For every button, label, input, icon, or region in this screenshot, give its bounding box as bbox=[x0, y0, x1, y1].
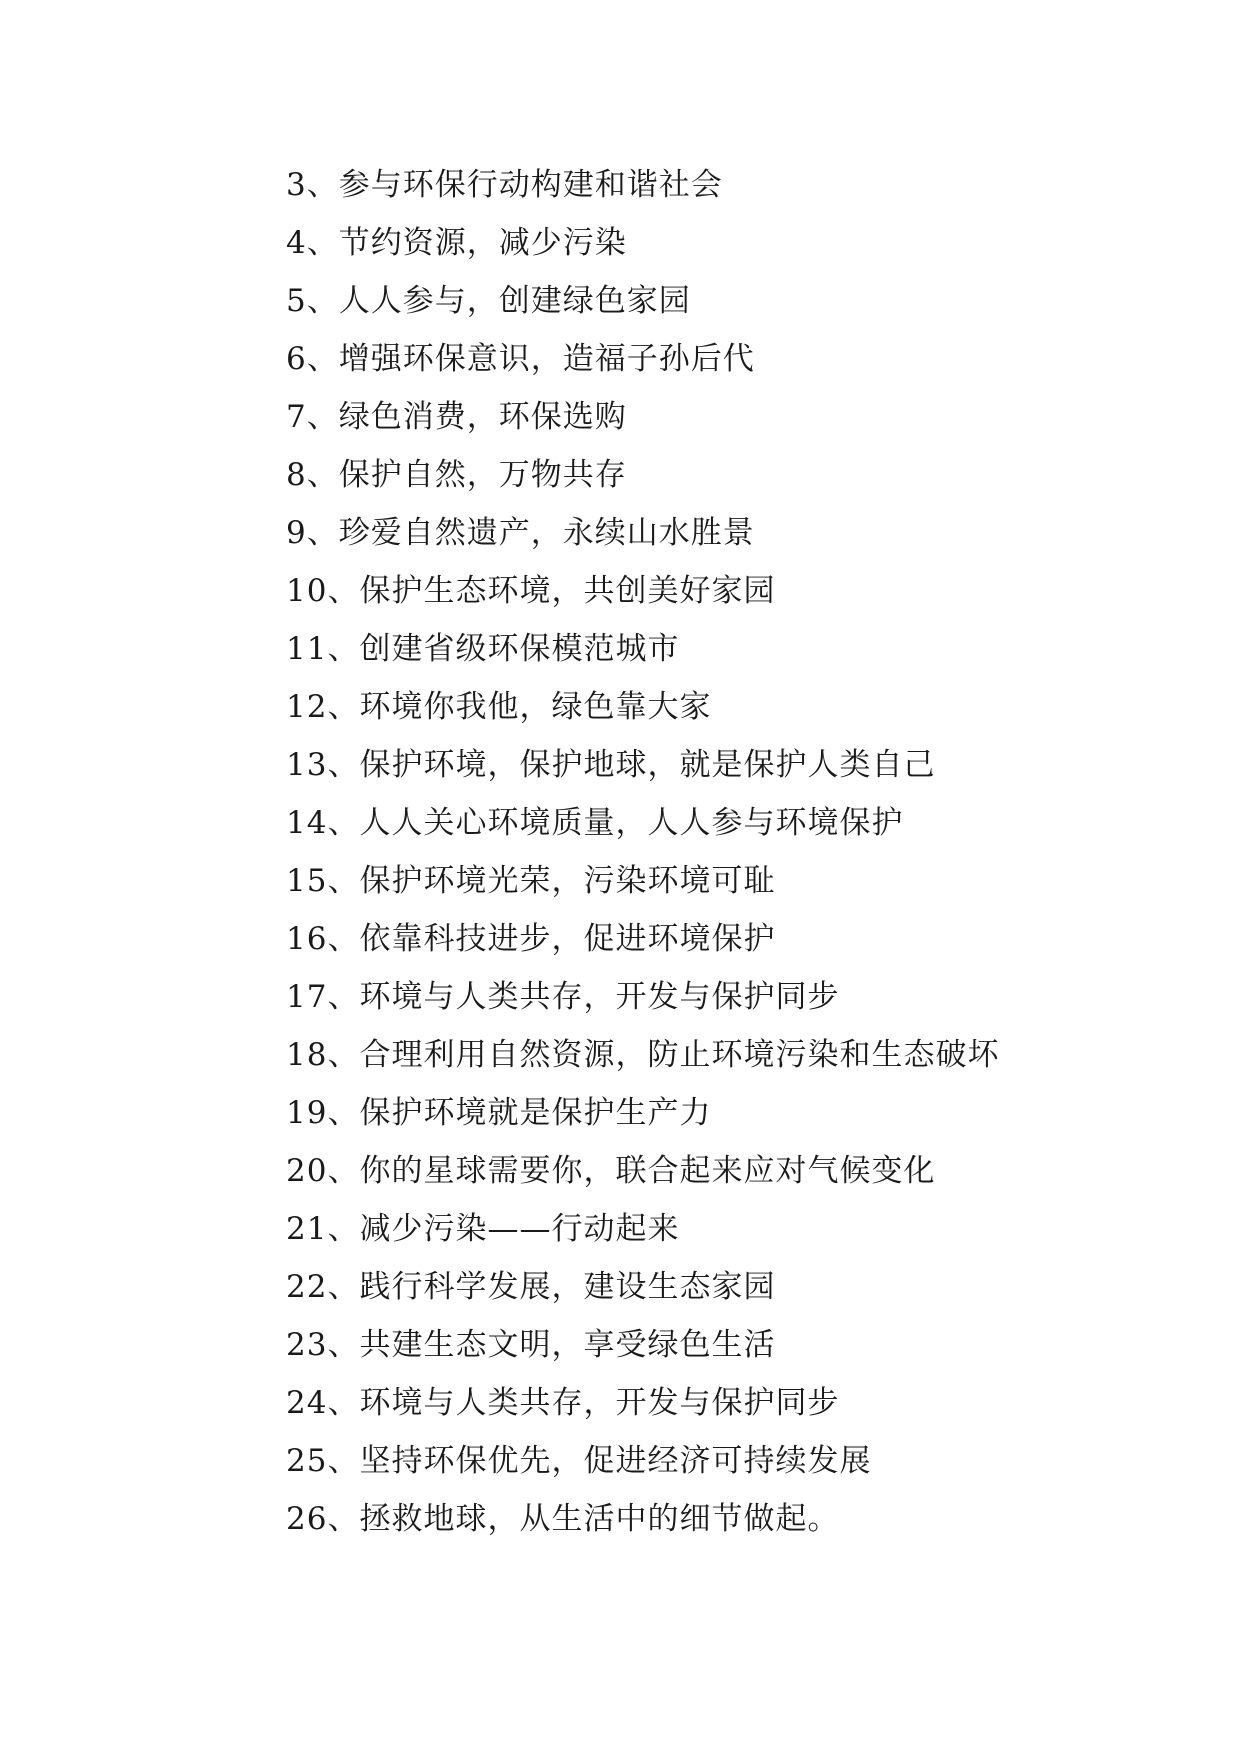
item-text: 绿色消费，环保选购 bbox=[338, 399, 627, 435]
list-item bbox=[286, 1026, 999, 1084]
item-separator: 、 bbox=[327, 921, 360, 957]
list-item bbox=[286, 1374, 999, 1432]
item-number: 23 bbox=[286, 1327, 328, 1363]
item-separator: 、 bbox=[327, 631, 360, 667]
item-text: 环境你我他，绿色靠大家 bbox=[359, 689, 712, 725]
item-separator: 、 bbox=[327, 1501, 360, 1537]
item-number: 11 bbox=[286, 631, 328, 667]
list-item bbox=[286, 910, 999, 968]
item-separator: 、 bbox=[306, 283, 339, 319]
item-text: 保护自然，万物共存 bbox=[338, 457, 627, 493]
list-item bbox=[286, 794, 999, 852]
item-number: 16 bbox=[286, 921, 328, 957]
item-separator: 、 bbox=[327, 1269, 360, 1305]
item-number: 17 bbox=[286, 979, 328, 1015]
item-number: 12 bbox=[286, 689, 328, 725]
list-item bbox=[286, 852, 999, 910]
item-number: 26 bbox=[286, 1501, 328, 1537]
list-item bbox=[286, 678, 999, 736]
item-number: 18 bbox=[286, 1037, 328, 1073]
item-separator: 、 bbox=[327, 979, 360, 1015]
item-separator: 、 bbox=[327, 863, 360, 899]
list-item bbox=[286, 736, 999, 794]
item-text: 人人关心环境质量，人人参与环境保护 bbox=[359, 805, 904, 841]
list-item bbox=[286, 214, 999, 272]
item-number: 13 bbox=[286, 747, 328, 783]
item-number: 20 bbox=[286, 1153, 328, 1189]
item-text: 参与环保行动构建和谐社会 bbox=[338, 167, 723, 203]
list-item bbox=[286, 156, 999, 214]
item-separator: 、 bbox=[327, 1385, 360, 1421]
list-item bbox=[286, 1316, 999, 1374]
list-item bbox=[286, 272, 999, 330]
item-separator: 、 bbox=[327, 573, 360, 609]
item-text: 你的星球需要你，联合起来应对气候变化 bbox=[359, 1153, 936, 1189]
item-text: 珍爱自然遗产，永续山水胜景 bbox=[338, 515, 755, 551]
item-text: 节约资源，减少污染 bbox=[338, 225, 627, 261]
item-separator: 、 bbox=[306, 399, 339, 435]
item-separator: 、 bbox=[306, 515, 339, 551]
list-item bbox=[286, 1200, 999, 1258]
item-number: 9 bbox=[286, 515, 307, 551]
list-item bbox=[286, 620, 999, 678]
item-number: 19 bbox=[286, 1095, 328, 1131]
item-text: 践行科学发展，建设生态家园 bbox=[359, 1269, 776, 1305]
list-item bbox=[286, 504, 999, 562]
list-item bbox=[286, 1084, 999, 1142]
item-number: 7 bbox=[286, 399, 307, 435]
item-text: 保护环境光荣，污染环境可耻 bbox=[359, 863, 776, 899]
list-item bbox=[286, 1432, 999, 1490]
list-item bbox=[286, 1258, 999, 1316]
item-text: 增强环保意识，造福子孙后代 bbox=[338, 341, 755, 377]
item-number: 14 bbox=[286, 805, 328, 841]
item-separator: 、 bbox=[327, 1153, 360, 1189]
item-separator: 、 bbox=[327, 1037, 360, 1073]
list-item bbox=[286, 1490, 999, 1548]
list-item bbox=[286, 446, 999, 504]
item-number: 21 bbox=[286, 1211, 328, 1247]
list-item bbox=[286, 968, 999, 1026]
item-number: 10 bbox=[286, 573, 328, 609]
item-text: 保护环境，保护地球，就是保护人类自己 bbox=[359, 747, 936, 783]
item-number: 5 bbox=[286, 283, 307, 319]
item-separator: 、 bbox=[306, 457, 339, 493]
list-item bbox=[286, 1142, 999, 1200]
list-item bbox=[286, 330, 999, 388]
slogan-list bbox=[286, 156, 999, 1548]
item-number: 6 bbox=[286, 341, 307, 377]
item-text: 依靠科技进步，促进环境保护 bbox=[359, 921, 776, 957]
item-number: 25 bbox=[286, 1443, 328, 1479]
item-separator: 、 bbox=[327, 1211, 360, 1247]
item-separator: 、 bbox=[306, 225, 339, 261]
list-item bbox=[286, 562, 999, 620]
item-separator: 、 bbox=[327, 805, 360, 841]
item-text: 减少污染——行动起来 bbox=[359, 1211, 680, 1247]
item-text: 保护生态环境，共创美好家园 bbox=[359, 573, 776, 609]
item-text: 坚持环保优先，促进经济可持续发展 bbox=[359, 1443, 872, 1479]
item-separator: 、 bbox=[327, 747, 360, 783]
item-text: 人人参与，创建绿色家园 bbox=[338, 283, 691, 319]
item-separator: 、 bbox=[327, 689, 360, 725]
item-text: 合理利用自然资源，防止环境污染和生态破坏 bbox=[359, 1037, 1000, 1073]
item-separator: 、 bbox=[306, 341, 339, 377]
item-text: 环境与人类共存，开发与保护同步 bbox=[359, 979, 840, 1015]
item-separator: 、 bbox=[327, 1095, 360, 1131]
item-number: 22 bbox=[286, 1269, 328, 1305]
item-text: 保护环境就是保护生产力 bbox=[359, 1095, 712, 1131]
item-number: 15 bbox=[286, 863, 328, 899]
item-number: 8 bbox=[286, 457, 307, 493]
item-number: 24 bbox=[286, 1385, 328, 1421]
item-separator: 、 bbox=[306, 167, 339, 203]
item-number: 4 bbox=[286, 225, 307, 261]
item-text: 拯救地球，从生活中的细节做起。 bbox=[359, 1501, 840, 1537]
item-text: 共建生态文明，享受绿色生活 bbox=[359, 1327, 776, 1363]
item-text: 环境与人类共存，开发与保护同步 bbox=[359, 1385, 840, 1421]
list-item bbox=[286, 388, 999, 446]
item-number: 3 bbox=[286, 167, 307, 203]
item-text: 创建省级环保模范城市 bbox=[359, 631, 680, 667]
item-separator: 、 bbox=[327, 1327, 360, 1363]
item-separator: 、 bbox=[327, 1443, 360, 1479]
